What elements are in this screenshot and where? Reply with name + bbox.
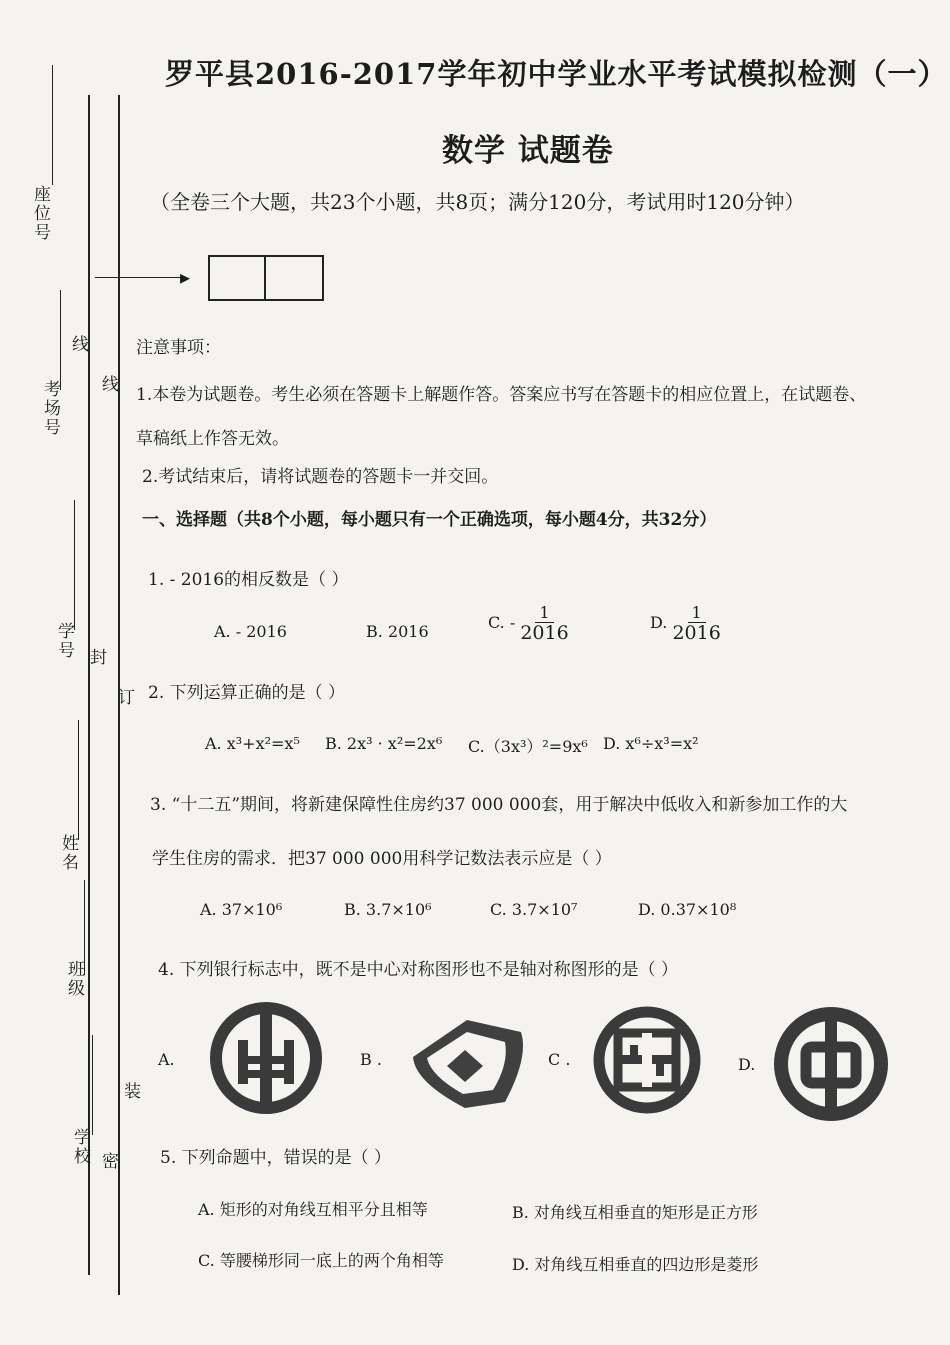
binding-line-outer: [88, 95, 90, 1275]
score-box: [208, 255, 324, 301]
q1-option-c-fraction: [520, 604, 568, 643]
q5-option-a: A. 矩形的对角线互相平分且相等: [198, 1200, 428, 1219]
q5-stem: 5. 下列命题中，错误的是（ ）: [160, 1148, 392, 1168]
q2-option-d: D. x⁶÷x³=x²: [603, 734, 699, 753]
q4-stem: 4. 下列银行标志中，既不是中心对称图形也不是轴对称图形的是（ ）: [158, 960, 679, 980]
mi-label: 密: [98, 1152, 118, 1171]
q3-option-b: B. 3.7×10⁶: [344, 900, 432, 919]
bank-logo-c-icon: [592, 1005, 702, 1115]
q3-option-a: A. 37×10⁶: [200, 900, 283, 919]
exam-subtitle: 数学 试题卷: [442, 133, 614, 169]
notice-item-1b: 草稿纸上作答无效。: [136, 429, 289, 449]
class-underline: [84, 880, 85, 975]
q5-option-b: B. 对角线互相垂直的矩形是正方形: [512, 1203, 758, 1222]
q4-option-a: A.: [158, 1050, 175, 1069]
exam-info: （全卷三个大题，共23个小题，共8页；满分120分，考试用时120分钟）: [150, 190, 805, 214]
q1-option-c-label: C. -: [488, 613, 516, 633]
q1-option-c: [488, 604, 569, 643]
q1-option-a: A. - 2016: [214, 622, 287, 641]
name-underline: [78, 720, 79, 840]
arrow-head-icon: ▸: [180, 265, 191, 289]
q1-option-d-denominator: 2016: [672, 621, 721, 644]
ding-label: 订: [114, 688, 134, 707]
q2-option-c: C.（3x³）²=9x⁶: [468, 737, 588, 756]
q3-option-c: C. 3.7×10⁷: [490, 900, 578, 919]
q2-option-b: B. 2x³ · x²=2x⁶: [325, 734, 443, 753]
room-label: 考场号: [40, 380, 60, 437]
feng-label: 封: [86, 648, 106, 667]
q3-stem-a: 3. “十二五”期间，将新建保障性住房约37 000 000套，用于解决中低收入和新参加工作的大: [150, 795, 848, 815]
score-box-divider: [264, 257, 266, 299]
notice-item-1a: 1.本卷为试题卷。考生必须在答题卡上解题作答。答案应书写在答题卡的相应位置上，在试题卷、: [136, 385, 867, 405]
q5-option-d: D. 对角线互相垂直的四边形是菱形: [512, 1255, 759, 1274]
exam-title: 罗平县2016-2017学年初中学业水平考试模拟检测（一）: [165, 57, 948, 91]
name-label: 姓名: [58, 834, 78, 872]
school-underline: [92, 1035, 93, 1135]
q1-option-d-label: D.: [650, 613, 668, 633]
section-heading: 一、选择题（共8个小题，每小题只有一个正确选项，每小题4分，共32分）: [142, 510, 717, 530]
q3-option-d: D. 0.37×10⁸: [638, 900, 737, 919]
q1-option-d-numerator: 1: [688, 604, 706, 623]
bank-logo-a-icon: [208, 1000, 324, 1116]
student-no-label: 学号: [54, 622, 74, 660]
xian-label-2: 线: [98, 375, 118, 394]
notice-heading: 注意事项：: [136, 338, 221, 358]
seat-label: 座位号: [30, 185, 50, 242]
q1-option-d-fraction: [672, 604, 720, 643]
student-no-underline: [74, 500, 75, 630]
q3-stem-b: 学生住房的需求．把37 000 000用科学记数法表示应是（ ）: [152, 849, 612, 869]
zhuang-label: 装: [120, 1082, 140, 1101]
school-label: 学校: [70, 1128, 90, 1166]
q5-option-c: C. 等腰梯形同一底上的两个角相等: [198, 1251, 444, 1270]
notice-item-2: 2.考试结束后，请将试题卷的答题卡一并交回。: [142, 467, 499, 487]
xian-label: 线: [68, 335, 88, 354]
room-underline: [60, 290, 61, 390]
q1-option-d: [650, 604, 721, 643]
q4-option-d: D.: [738, 1055, 756, 1074]
q1-stem: 1. - 2016的相反数是（ ）: [148, 570, 349, 590]
bank-logo-b-icon: [405, 1012, 530, 1112]
bank-logo-d-icon: [772, 1005, 890, 1123]
class-label: 班级: [64, 960, 84, 998]
q1-option-c-denominator: 2016: [520, 621, 569, 644]
seat-underline: [52, 65, 53, 185]
q2-option-a: A. x³+x²=x⁵: [205, 734, 300, 753]
q2-stem: 2. 下列运算正确的是（ ）: [148, 683, 346, 703]
arrow-line: [95, 277, 187, 278]
q1-option-c-numerator: 1: [535, 604, 553, 623]
q1-option-b: B. 2016: [366, 622, 429, 641]
q4-option-b: B .: [360, 1050, 382, 1069]
q4-option-c: C .: [548, 1050, 571, 1069]
